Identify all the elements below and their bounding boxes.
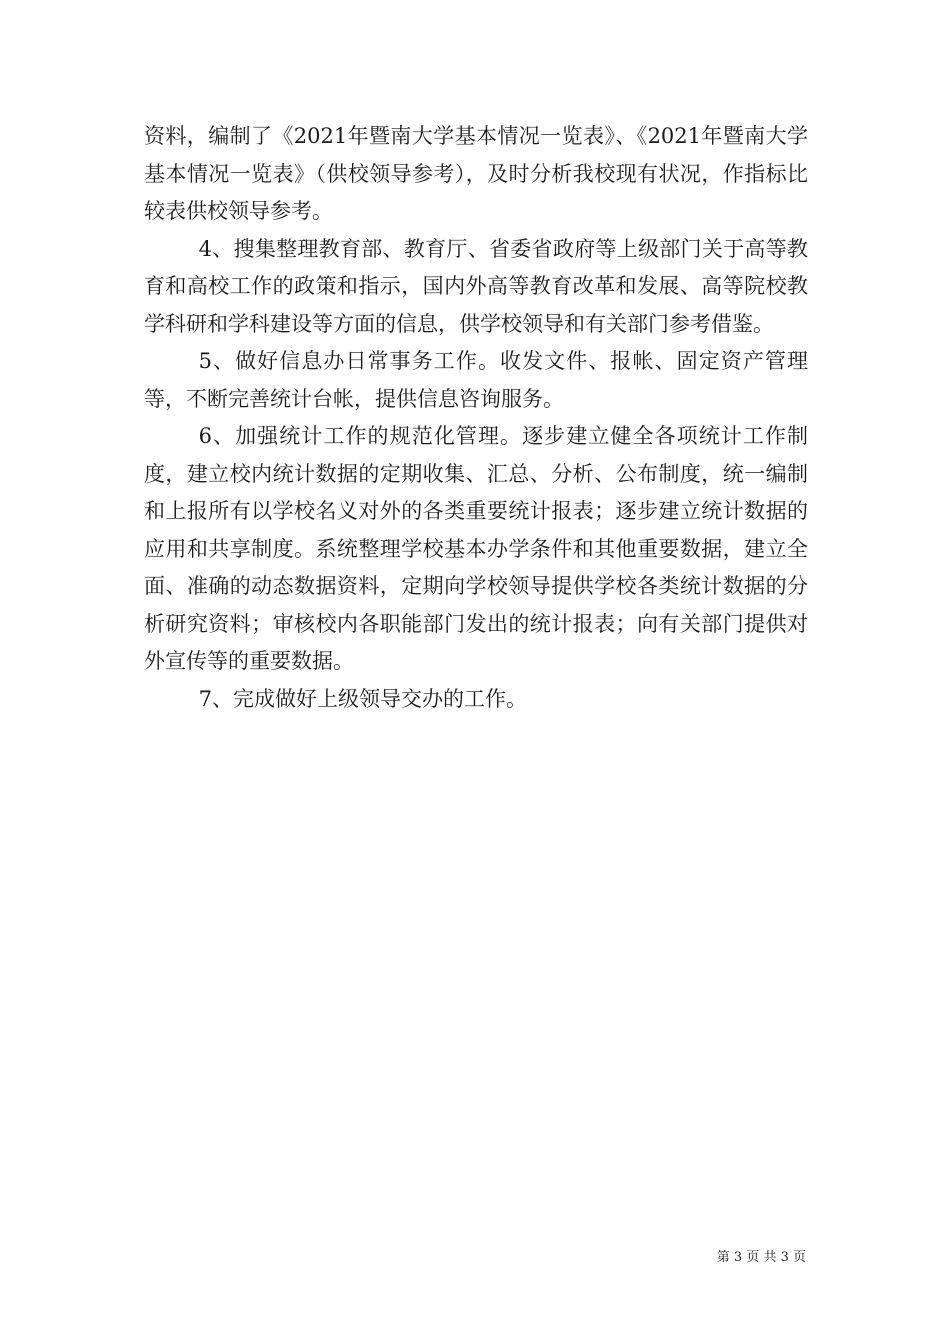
paragraph-item-5: 5、做好信息办日常事务工作。收发文件、报帐、固定资产管理等，不断完善统计台帐，提供信息咨询服务。: [144, 349, 808, 411]
paragraph-continuation: 资料，编制了《2021年暨南大学基本情况一览表》、《2021年暨南大学基本情况一览表》（供校领导参考），及时分析我校现有状况，作指标比较表供校领导参考。: [144, 124, 808, 223]
paragraph-item-4: 4、搜集整理教育部、教育厅、省委省政府等上级部门关于高等教育和高校工作的政策和指示，国内外高等教育改革和发展、高等院校教学科研和学科建设等方面的信息，供学校领导和有关部门参考借鉴。: [144, 236, 808, 336]
document-body: [144, 118, 808, 718]
paragraph-item-6: 6、加强统计工作的规范化管理。逐步建立健全各项统计工作制度，建立校内统计数据的定期收集、汇总、分析、公布制度，统一编制和上报所有以学校名义对外的各类重要统计报表；逐步建立统计数据的应用和共享制度。系统整理学校基本办学条件和其他重要数据，建立全面、准确的动态数据资料，定期向学校领导提供学校各类统计数据的分析研究资料；审核校内各职能部门发出的统计报表；向有关部门提供对外宣传等的重要数据。: [144, 424, 808, 673]
paragraph-item-7: 7、完成做好上级领导交办的工作。: [198, 686, 527, 711]
page-number-footer: 第 3 页 共 3 页: [716, 1250, 806, 1265]
